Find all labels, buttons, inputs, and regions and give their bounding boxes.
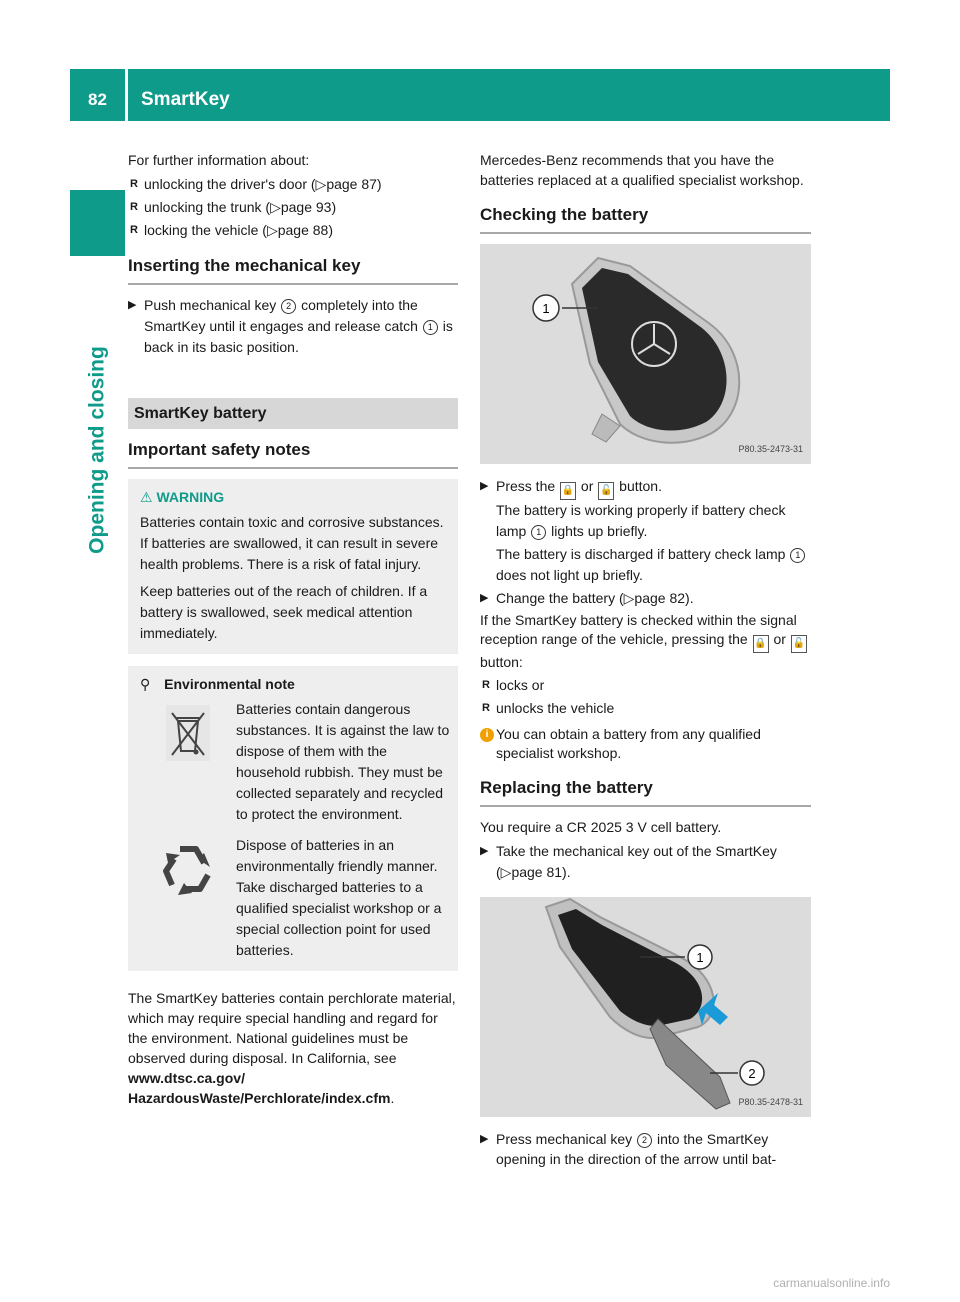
- env-row: [140, 835, 450, 961]
- warning-paragraph: Batteries contain toxic and corrosive substances. If batteries are swallowed, it can result in severe health problems. There is a risk of fatal injury.: [140, 514, 444, 572]
- perchlorate-text: The SmartKey batteries contain perchlorate material, which may require special handling and regard for the environment. National guidelines must be observed during disposal. In California, see: [128, 990, 456, 1066]
- require-text: You require a CR 2025 3 V cell battery.: [480, 819, 722, 835]
- page-ref-link[interactable]: page 88): [277, 222, 334, 238]
- list-item-text: locking the vehicle (: [144, 222, 267, 238]
- fig-callout-number: 1: [542, 301, 550, 316]
- perchlorate-link[interactable]: www.dtsc.ca.gov/ HazardousWaste/Perchlorate/index.cfm: [128, 1070, 391, 1106]
- key-insert-figure: [480, 897, 811, 1117]
- callout-number: 1: [423, 320, 438, 335]
- warning-box: [128, 479, 458, 654]
- press-key-step: [480, 1129, 811, 1169]
- callout-number: 2: [637, 1133, 652, 1148]
- info-text: You can obtain a battery from any qualified specialist workshop.: [496, 726, 761, 761]
- fig-callout-number: 2: [748, 1066, 756, 1081]
- smartkey-battery-heading: SmartKey battery: [128, 398, 458, 429]
- lock-button-icon: 🔒: [560, 482, 576, 500]
- check-battery-heading: Checking the battery: [480, 204, 811, 234]
- page-ref-arrow-icon: ▷: [500, 864, 512, 880]
- page-ref-link[interactable]: page 93): [280, 199, 337, 215]
- step-text: The battery is discharged if battery check lamp: [496, 546, 790, 562]
- info-note: [480, 725, 811, 763]
- page-ref-link[interactable]: page 87): [326, 176, 382, 192]
- insert-key-step: [128, 295, 458, 358]
- right-column: [480, 150, 811, 1169]
- lock-button-icon: 🔒: [753, 635, 769, 653]
- figure-code: P80.35-2473-31: [738, 444, 803, 454]
- lightbulb-icon: ⚲: [140, 676, 151, 692]
- info-link-list: [128, 174, 458, 241]
- paragraph-text: If the SmartKey battery is checked within the signal reception range of the vehicle, pressing the: [480, 612, 797, 647]
- crossed-bin-icon: [140, 699, 236, 825]
- step-text: button.: [615, 478, 662, 494]
- env-text: Dispose of batteries in an environmentally friendly manner. Take discharged batteries to a qualified specialist workshop or a special collection point for used batteries.: [236, 837, 442, 958]
- page-ref-arrow-icon: ▷: [266, 222, 278, 238]
- step-text: or: [577, 478, 598, 494]
- callout-number: 2: [281, 299, 296, 314]
- list-item: R locks or: [480, 675, 811, 696]
- step-text: lights up briefly.: [547, 523, 648, 539]
- page-ref-link[interactable]: page 81).: [511, 864, 571, 880]
- side-tab-block: [70, 190, 125, 256]
- info-icon: i: [480, 728, 494, 742]
- warning-title: [140, 487, 450, 508]
- step-text: does not light up briefly.: [496, 567, 643, 583]
- warning-triangle-icon: ⚠: [140, 489, 153, 505]
- intro-text: For further information about:: [128, 152, 310, 168]
- environmental-note-box: [128, 666, 458, 971]
- env-row: [140, 699, 450, 825]
- step-text: is back in its basic position.: [144, 318, 453, 355]
- list-item-text: unlocking the trunk (: [144, 199, 271, 215]
- step-text: The battery is working properly if battery check lamp: [496, 502, 786, 539]
- page-ref-arrow-icon: ▷: [270, 199, 281, 215]
- perchlorate-paragraph: [128, 988, 458, 1108]
- period: .: [390, 1090, 395, 1106]
- list-item: [128, 220, 458, 241]
- page-ref-link[interactable]: page 82).: [634, 590, 694, 606]
- step-text: into the SmartKey opening in the direction of the arrow until bat-: [496, 1131, 777, 1167]
- press-button-step: [480, 476, 811, 586]
- side-chapter-label: Opening and closing: [85, 346, 109, 554]
- list-item-text: unlocking the driver's door (: [144, 176, 316, 192]
- warning-title-text: WARNING: [156, 489, 225, 505]
- replace-battery-heading: Replacing the battery: [480, 777, 811, 807]
- fig-callout-number: 1: [696, 950, 704, 965]
- recycle-icon: [140, 835, 236, 961]
- step-text: Press the: [496, 478, 560, 494]
- env-note-title-text: Environmental note: [164, 676, 295, 692]
- range-paragraph: [480, 611, 811, 672]
- callout-number: 1: [790, 548, 805, 563]
- step-text: Change the battery (: [496, 590, 624, 606]
- step-text: Push mechanical key: [144, 297, 281, 313]
- step-text: Press mechanical key: [496, 1131, 637, 1147]
- list-item: [128, 197, 458, 218]
- smartkey-figure: [480, 244, 811, 464]
- header-divider: [125, 69, 128, 121]
- page-number: 82: [88, 90, 107, 109]
- smartkey-image: [480, 244, 811, 464]
- recommend-text: Mercedes-Benz recommends that you have the batteries replaced at a qualified specialist workshop.: [480, 152, 804, 188]
- step-text: completely into the SmartKey until it engages and release catch: [144, 297, 422, 334]
- safety-notes-heading: Important safety notes: [128, 439, 458, 469]
- key-insert-image: [480, 897, 811, 1117]
- page-ref-arrow-icon: ▷: [623, 590, 635, 606]
- step-text: Take the mechanical key out of the SmartKey (: [496, 843, 777, 880]
- section-title: SmartKey: [141, 89, 230, 110]
- env-text: Batteries contain dangerous substances. It is against the law to dispose of them with the household rubbish. They must be collected separately and recycled to protect the environment.: [236, 701, 450, 822]
- take-key-step: [480, 841, 811, 883]
- figure-code: P80.35-2478-31: [738, 1097, 803, 1107]
- callout-number: 1: [531, 525, 546, 540]
- step-subtext: [496, 544, 811, 586]
- insert-key-heading: Inserting the mechanical key: [128, 255, 458, 285]
- unlock-button-icon: 🔓: [598, 482, 614, 500]
- left-column: [128, 150, 458, 1108]
- list-item: R unlocks the vehicle: [480, 698, 811, 719]
- paragraph-text: or: [769, 631, 790, 647]
- paragraph-text: button:: [480, 654, 523, 670]
- env-note-title: [140, 674, 450, 695]
- page-ref-arrow-icon: ▷: [315, 176, 327, 192]
- watermark: carmanualsonline.info: [773, 1276, 890, 1290]
- unlock-button-icon: 🔓: [791, 635, 807, 653]
- warning-paragraph: Keep batteries out of the reach of children. If a battery is swallowed, seek medical attention immediately.: [140, 583, 428, 641]
- list-item: [128, 174, 458, 195]
- change-battery-step: [480, 588, 811, 609]
